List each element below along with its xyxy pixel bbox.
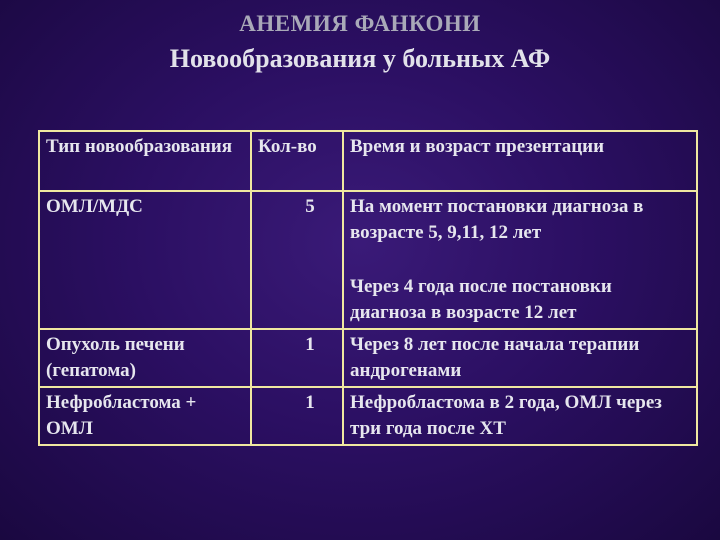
table-row (39, 191, 697, 329)
cell-time-line: Через 4 года после постановки диагноза в возрасте 12 лет (350, 276, 612, 323)
slide-subtitle: Новообразования у больных АФ (169, 44, 551, 73)
cell-count: 1 (251, 387, 343, 445)
cell-time: Через 8 лет после начала терапии андрогенами (343, 329, 697, 387)
cell-time-line: На момент постановки диагноза в возрасте 5, 9,11, 12 лет (350, 196, 644, 243)
table-row (39, 387, 697, 445)
cell-count: 5 (251, 191, 343, 329)
slide-title: АНЕМИЯ ФАНКОНИ (239, 11, 481, 36)
cell-time (343, 191, 697, 329)
cell-time: Нефробластома в 2 года, ОМЛ через три года после ХТ (343, 387, 697, 445)
cell-type: Нефробластома + ОМЛ (39, 387, 251, 445)
cell-count: 1 (251, 329, 343, 387)
header-type: Тип новообразования (39, 131, 251, 191)
cell-type: ОМЛ/МДС (39, 191, 251, 329)
header-count: Кол-во (251, 131, 343, 191)
cell-type: Опухоль печени (гепатома) (39, 329, 251, 387)
table-row (39, 329, 697, 387)
header-time-age: Время и возраст презентации (343, 131, 697, 191)
table-header-row (39, 131, 697, 191)
neoplasm-table (38, 130, 698, 446)
